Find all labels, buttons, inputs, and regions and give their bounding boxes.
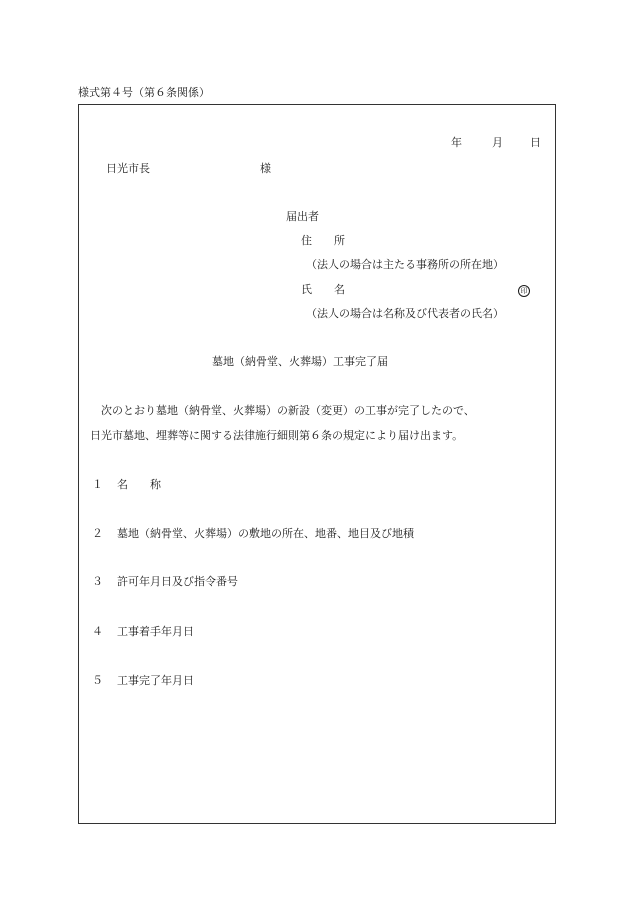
address-note: （法人の場合は主たる事務所の所在地） <box>306 258 504 271</box>
name-note: （法人の場合は名称及び代表者の氏名） <box>306 307 504 320</box>
seal-mark <box>518 283 530 297</box>
addressee-honorific: 様 <box>260 162 271 175</box>
item-2-label: 墓地（納骨堂、火葬場）の敷地の所在、地番、地目及び地積 <box>117 527 414 540</box>
body-line-1: 次のとおり墓地（納骨堂、火葬場）の新設（変更）の工事が完了したので、 <box>90 404 475 417</box>
item-5-label: 工事完了年月日 <box>117 674 194 687</box>
date-year: 年 <box>451 136 462 149</box>
document-title: 墓地（納骨堂、火葬場）工事完了届 <box>212 355 388 368</box>
applicant-label: 届出者 <box>286 210 319 223</box>
item-4-label: 工事着手年月日 <box>117 625 194 638</box>
item-5-number: ５ <box>92 674 103 687</box>
seal-icon: 印 <box>518 285 530 297</box>
addressee-name: 日光市長 <box>106 162 150 175</box>
item-3-number: ３ <box>92 575 103 588</box>
name-label: 氏 名 <box>301 283 345 296</box>
address-label: 住 所 <box>301 234 345 247</box>
item-1-number: １ <box>92 478 103 491</box>
item-2-number: ２ <box>92 527 103 540</box>
item-4-number: ４ <box>92 625 103 638</box>
date-month: 月 <box>492 136 503 149</box>
date-day: 日 <box>530 136 541 149</box>
body-line-2: 日光市墓地、埋葬等に関する法律施行細則第６条の規定により届け出ます。 <box>90 429 464 442</box>
form-number: 様式第４号（第６条関係） <box>78 86 210 99</box>
item-3-label: 許可年月日及び指令番号 <box>117 575 238 588</box>
item-1-label: 名 称 <box>117 478 161 491</box>
